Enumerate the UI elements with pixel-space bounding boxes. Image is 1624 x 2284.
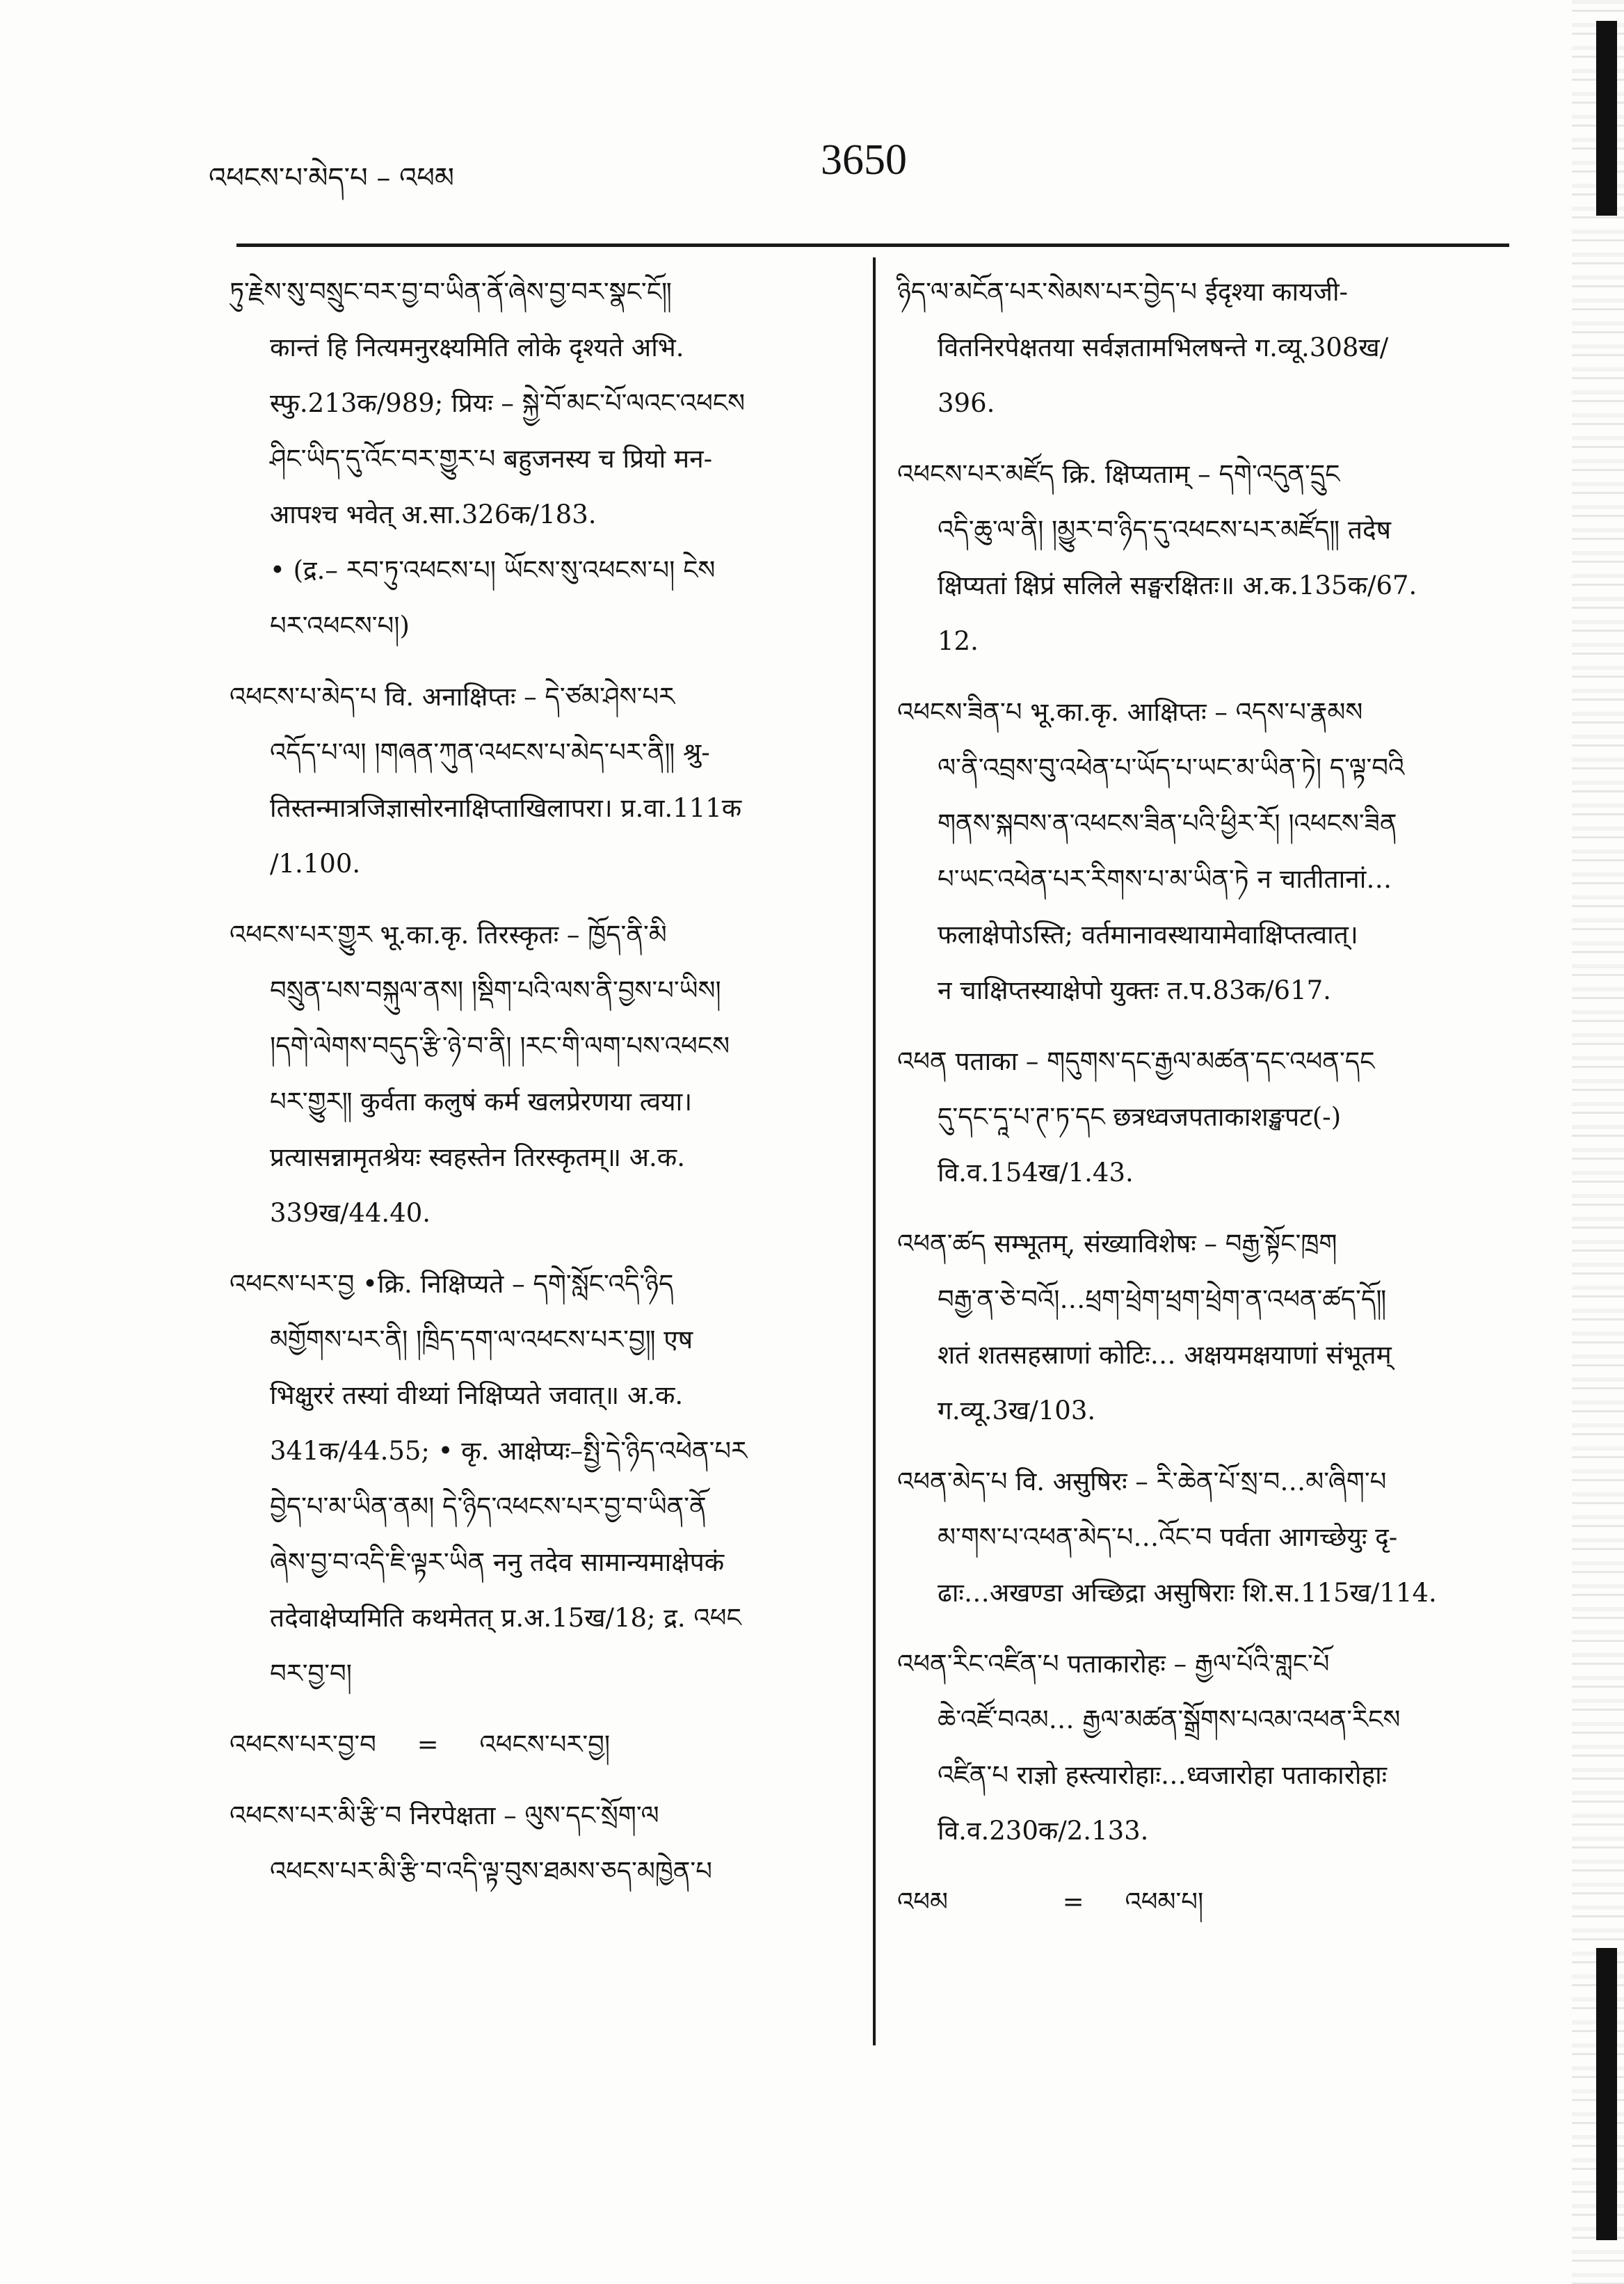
entry-line: འཕངས་པར་བྱ་བ = འཕངས་པར་བྱ།	[230, 1730, 611, 1759]
entry-line: མགྱོགས་པར་ནི། །ཁྲིད་དག་ལ་འཕངས་པར་བྱ༎ एष	[270, 1325, 693, 1355]
entry-line: क्षिप्यतां क्षिप्रं सलिले सङ्घरक्षितः॥ अ.क.135क/67.	[938, 570, 1417, 600]
right-column	[897, 264, 1523, 1945]
entry-line: ग.व्यू.3ख/103.	[938, 1396, 1096, 1425]
entry-line: भिक्षुररं तस्यां वीथ्यां निक्षिप्यते जवात्॥ अ.क.	[270, 1380, 684, 1410]
entry-line: ཉིད་ལ་མངོན་པར་སེམས་པར་བྱེད་པ ईदृश्या कायजी-	[897, 277, 1349, 307]
entry-line: तिस्तन्मात्रजिज्ञासोरनाक्षिप्ताखिलापरा। प्र.वा.111क	[270, 793, 742, 823]
entry-line: फलाक्षेपोऽस्ति; वर्तमानावस्थायामेवाक्षिप्तत्वात्।	[938, 920, 1358, 950]
entry-line: དུ་དང་དཱ་པ་ཊ་ཏ་དང छत्रध्वजपताकाशङ्खपट(-)	[938, 1102, 1342, 1132]
dictionary-entry	[230, 1788, 849, 1899]
entry-line: 396.	[938, 388, 995, 418]
column-divider	[873, 257, 876, 2045]
entry-line: པར་འཕངས་པ།)	[270, 611, 410, 641]
entry-line: འཕངས་ཟིན་པ भू.का.कृ. आक्षिप्तः – འདས་པ་རྣམས	[897, 697, 1363, 727]
entry-line: བར་བྱ་བ།	[270, 1659, 352, 1688]
entry-line: འཕན་ཚད सम्भूतम्, संख्याविशेषः – བརྒྱ་སྟོང་ཁྲག	[897, 1229, 1337, 1259]
entry-line: འཕམ = འཕམ་པ།	[897, 1887, 1204, 1917]
dictionary-entry	[897, 447, 1523, 669]
left-column	[230, 264, 849, 1915]
entry-line: आपश्च भवेत् अ.सा.326क/183.	[270, 500, 597, 529]
entry-line: ཏུ་རྗེས་སུ་བསྲུང་བར་བྱ་བ་ཡིན་ནོ་ཞེས་བྱ་བར་སྣང་ངོ༎	[230, 277, 672, 307]
entry-line: པར་གྱུར༎ कुर्वता कलुषं कर्म खलप्रेरणया त्वया।	[270, 1087, 693, 1117]
entry-line: वि.व.154ख/1.43.	[938, 1158, 1134, 1188]
entry-line: /1.100.	[270, 849, 361, 879]
entry-line: མ་གས་པ་འཕན་མེད་པ…འོང་བ पर्वता आगच्छेयुः दृ-	[938, 1522, 1398, 1552]
entry-line: प्रत्यासन्नामृतश्रेयः स्वहस्तेन तिरस्कृतम्॥ अ.क.	[270, 1142, 685, 1172]
entry-line: འཕངས་པར་གྱུར भू.का.कृ. तिरस्कृतः – ཁྱོད་ནི་མི	[230, 920, 667, 950]
dictionary-entry	[897, 264, 1523, 431]
entry-line: न चाक्षिप्तस्याक्षेपो युक्तः त.प.83क/617.	[938, 975, 1331, 1005]
entry-line: བྱེད་པ་མ་ཡིན་ནམ། དེ་ཉིད་འཕངས་པར་བྱ་བ་ཡིན་ནོ	[270, 1492, 707, 1522]
running-header: འཕངས་པ་མེད་པ – འཕམ	[209, 162, 454, 194]
dictionary-entry	[230, 264, 849, 654]
entry-line: • (द्र.– རབ་ཏུ་འཕངས་པ། ཡོངས་སུ་འཕངས་པ། ངེས	[270, 555, 716, 585]
page-number: 3650	[821, 136, 907, 184]
dictionary-entry	[230, 1256, 849, 1702]
entry-line: ཆེ་འཛོ་བའམ… རྒྱལ་མཚན་སྒྲོགས་པའམ་འཕན་རིངས	[938, 1704, 1401, 1734]
scan-edge	[1572, 0, 1624, 2284]
entry-line: शतं शतसहस्राणां कोटिः… अक्षयमक्षयाणां संभूतम्	[938, 1340, 1392, 1370]
dictionary-entry	[230, 1717, 849, 1773]
entry-line: ཞེས་བྱ་བ་འདི་ཇི་ལྟར་ཡིན ननु तदेव सामान्यमाक्षेपकं	[270, 1547, 725, 1577]
entry-line: འདི་ཆུ་ལ་ནི། །མྱུར་བ་ཉིད་དུ་འཕངས་པར་མཛོད༎ तदेष	[938, 515, 1392, 545]
entry-line: འཕངས་པར་མི་རྩི་བ निरपेक्षता – ལུས་དང་སྲོག་ལ	[230, 1800, 659, 1830]
entry-line: འཕངས་པར་མི་རྩི་བ་འདི་ལྟ་བུས་ཐམས་ཅད་མཁྱེན་པ	[270, 1856, 712, 1886]
entry-line: བསྲུན་པས་བསྐུལ་ནས། །སྡིག་པའི་ལས་ནི་བྱས་པ་ཡིས།	[270, 975, 721, 1005]
entry-line: ढाः…अखण्डा अच्छिद्रा असुषिराः शि.स.115ख/114.	[938, 1578, 1437, 1608]
dictionary-entry	[897, 1216, 1523, 1439]
dictionary-entry	[897, 685, 1523, 1019]
entry-line: འཕན་རིང་འཛིན་པ पताकारोहः – རྒྱལ་པོའི་གླང་པོ	[897, 1649, 1330, 1679]
entry-line: འཕངས་པར་མཛོད क्रि. क्षिप्यताम् – དགེ་འདུན་དྲུང	[897, 459, 1340, 489]
entry-line: 341क/44.55; • कृ. आक्षेप्यः–སྤྱི་དེ་ཉིད་འཕེན་པར	[270, 1436, 748, 1466]
entry-line: कान्तं हि नित्यमनुरक्ष्यमिति लोके दृश्यते अभि.	[270, 333, 684, 362]
entry-line: 339ख/44.40.	[270, 1198, 431, 1228]
dictionary-entry	[230, 669, 849, 892]
entry-line: །དགེ་ལེགས་བདུད་རྩི་ཉེ་བ་ནི། །རང་གི་ལག་པས་འཕངས	[270, 1031, 730, 1061]
entry-line: འཕན पताका – གདུགས་དང་རྒྱལ་མཚན་དང་འཕན་དང	[897, 1046, 1375, 1076]
entry-line: བརྒྱ་ན་ཅེ་བའོ།…ཕྲག་ཕྲེག་ཕྲག་ཕྲེག་ན་འཕན་ཚད་དོ༎	[938, 1284, 1387, 1314]
entry-line: 12.	[938, 626, 979, 656]
dictionary-entry	[897, 1454, 1523, 1621]
entry-line: वितनिरपेक्षतया सर्वज्ञतामभिलषन्ते ग.व्यू.308ख/	[938, 333, 1389, 362]
entry-line: པ་ཡང་འཕེན་པར་རིགས་པ་མ་ཡིན་ཏེ न चातीतानां…	[938, 864, 1392, 894]
dictionary-entry	[897, 1636, 1523, 1859]
entry-line: तदेवाक्षेप्यमिति कथमेतत् प्र.अ.15ख/18; द्र. འཕང	[270, 1603, 741, 1633]
entry-line: ལ་ནི་འབྲས་བུ་འཕེན་པ་ཡོད་པ་ཡང་མ་ཡིན་ཏེ། ད་ལྟ་བའི	[938, 753, 1405, 783]
entry-line: स्फु.213क/989; प्रियः – སྐྱེ་བོ་མང་པོ་ལའང་འཕངས	[270, 388, 746, 418]
entry-line: ཤིང་ཡིད་དུ་འོང་བར་གྱུར་པ बहुजनस्य च प्रियो मन-	[270, 444, 713, 474]
entry-line: གནས་སྐབས་ན་འཕངས་ཟིན་པའི་ཕྱིར་རོ། །འཕངས་ཟིན	[938, 808, 1397, 838]
entry-line: འཛིན་པ राज्ञो हस्त्यारोहाः…ध्वजारोहा पताकारोहाः	[938, 1760, 1388, 1790]
entry-line: འཕངས་པར་བྱ •क्रि. निक्षिप्यते – དགེ་སློང་འདི་ཉིད	[230, 1269, 674, 1299]
dictionary-entry	[897, 1874, 1523, 1930]
dictionary-entry	[897, 1034, 1523, 1201]
entry-line: འཕངས་པ་མེད་པ वि. अनाक्षिप्तः – དེ་ཙམ་ཤེས་པར	[230, 682, 675, 712]
dictionary-entry	[230, 907, 849, 1241]
entry-line: འདོད་པ་ལ། །གཞན་ཀུན་འཕངས་པ་མེད་པར་ནི༎ श्रु-	[270, 737, 710, 767]
entry-line: वि.व.230क/2.133.	[938, 1816, 1149, 1846]
scan-edge-mark	[1596, 1948, 1617, 2240]
scan-edge-mark	[1596, 21, 1617, 216]
header-rule	[236, 243, 1509, 247]
entry-line: འཕན་མེད་པ वि. असुषिरः – རི་ཆེན་པོ་སྲ་བ…མ་ཞིག་པ	[897, 1467, 1387, 1496]
